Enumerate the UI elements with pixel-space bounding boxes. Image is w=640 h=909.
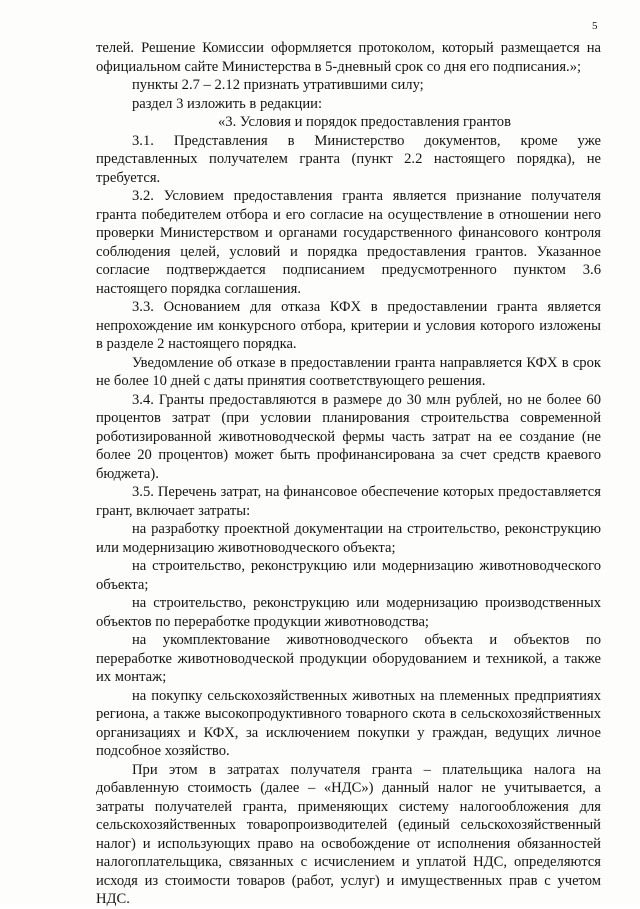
paragraph-section3-edit: раздел 3 изложить в редакции: <box>132 95 323 112</box>
list-item: на разработку проектной документации на строительство, реконструкцию или модернизацию животноводческого объекта; <box>96 521 601 556</box>
list-item: на покупку сельскохозяйственных животных на племенных предприятиях региона, а также высокопродуктивного товарного скота в сельскохозяйственных организациях и КФХ, за исключением покупки у граждан, ведущих личное подсобное хозяйство. <box>96 687 601 759</box>
paragraph-3-3: 3.3. Основанием для отказа КФХ в предоставлении гранта является непрохождение им конкурсного отбора, критерии и условия которого изложены в разделе 2 настоящего порядка. <box>96 299 601 352</box>
paragraph-3-5: 3.5. Перечень затрат, на финансовое обеспечение которых предоставляется грант, включает затраты: <box>96 484 601 519</box>
list-item: на укомплектование животноводческого объекта и объектов по переработке животноводческой продукции оборудованием и техникой, а также их монтаж; <box>96 632 601 685</box>
paragraph-intro: телей. Решение Комиссии оформляется протоколом, который размещается на официальном сайте Министерства в 5-дневный срок со дня его подписания.»; <box>96 40 601 75</box>
page-number: 5 <box>592 20 598 32</box>
paragraph-3-4: 3.4. Гранты предоставляются в размере до 30 млн рублей, но не более 60 процентов затрат (при условии планирования строительства современной роботизированной животноводческой фермы часть затрат на ее создание (не более 20 процентов) может быть профинансирована за счет средств краевого бюджета). <box>96 391 601 482</box>
document-body <box>96 39 601 909</box>
list-item: на строительство, реконструкцию или модернизацию производственных объектов по переработке продукции животноводства; <box>96 595 601 630</box>
list-item: на строительство, реконструкцию или модернизацию животноводческого объекта; <box>96 558 601 593</box>
paragraph-3-3-notice: Уведомление об отказе в предоставлении гранта направляется КФХ в срок не более 10 дней с даты принятия соответствующего решения. <box>96 354 601 389</box>
paragraph-3-2: 3.2. Условием предоставления гранта является признание получателя гранта победителем отбора и его согласие на осуществление в отношении него проверки Министерством и органами государственного финансового контроля соблюдения целей, условий и порядка предоставления грантов. Указанное согласие подтверждается подписанием предусмотренного пунктом 3.6 настоящего порядка соглашения. <box>96 188 601 297</box>
paragraph-points-invalid: пункты 2.7 – 2.12 признать утратившими силу; <box>132 77 424 93</box>
paragraph-3-1: 3.1. Представления в Министерство документов, кроме уже представленных получателем гранта (пункт 2.2 настоящего порядка), не требуется. <box>96 132 601 186</box>
paragraph-vat: При этом в затратах получателя гранта – плательщика налога на добавленную стоимость (далее – «НДС») данный налог не учитывается, а затраты получателей гранта, применяющих систему налогообложения для сельскохозяйственных товаропроизводителей (единый сельскохозяйственный налог) и использующих право на освобождение от исполнения обязанностей налогоплательщика, связанных с исчислением и уплатой НДС, определяются исходя из стоимости товаров (работ, услуг) и имущественных прав с учетом НДС. <box>96 761 601 907</box>
section-heading: «3. Условия и порядок предоставления грантов <box>218 114 511 130</box>
